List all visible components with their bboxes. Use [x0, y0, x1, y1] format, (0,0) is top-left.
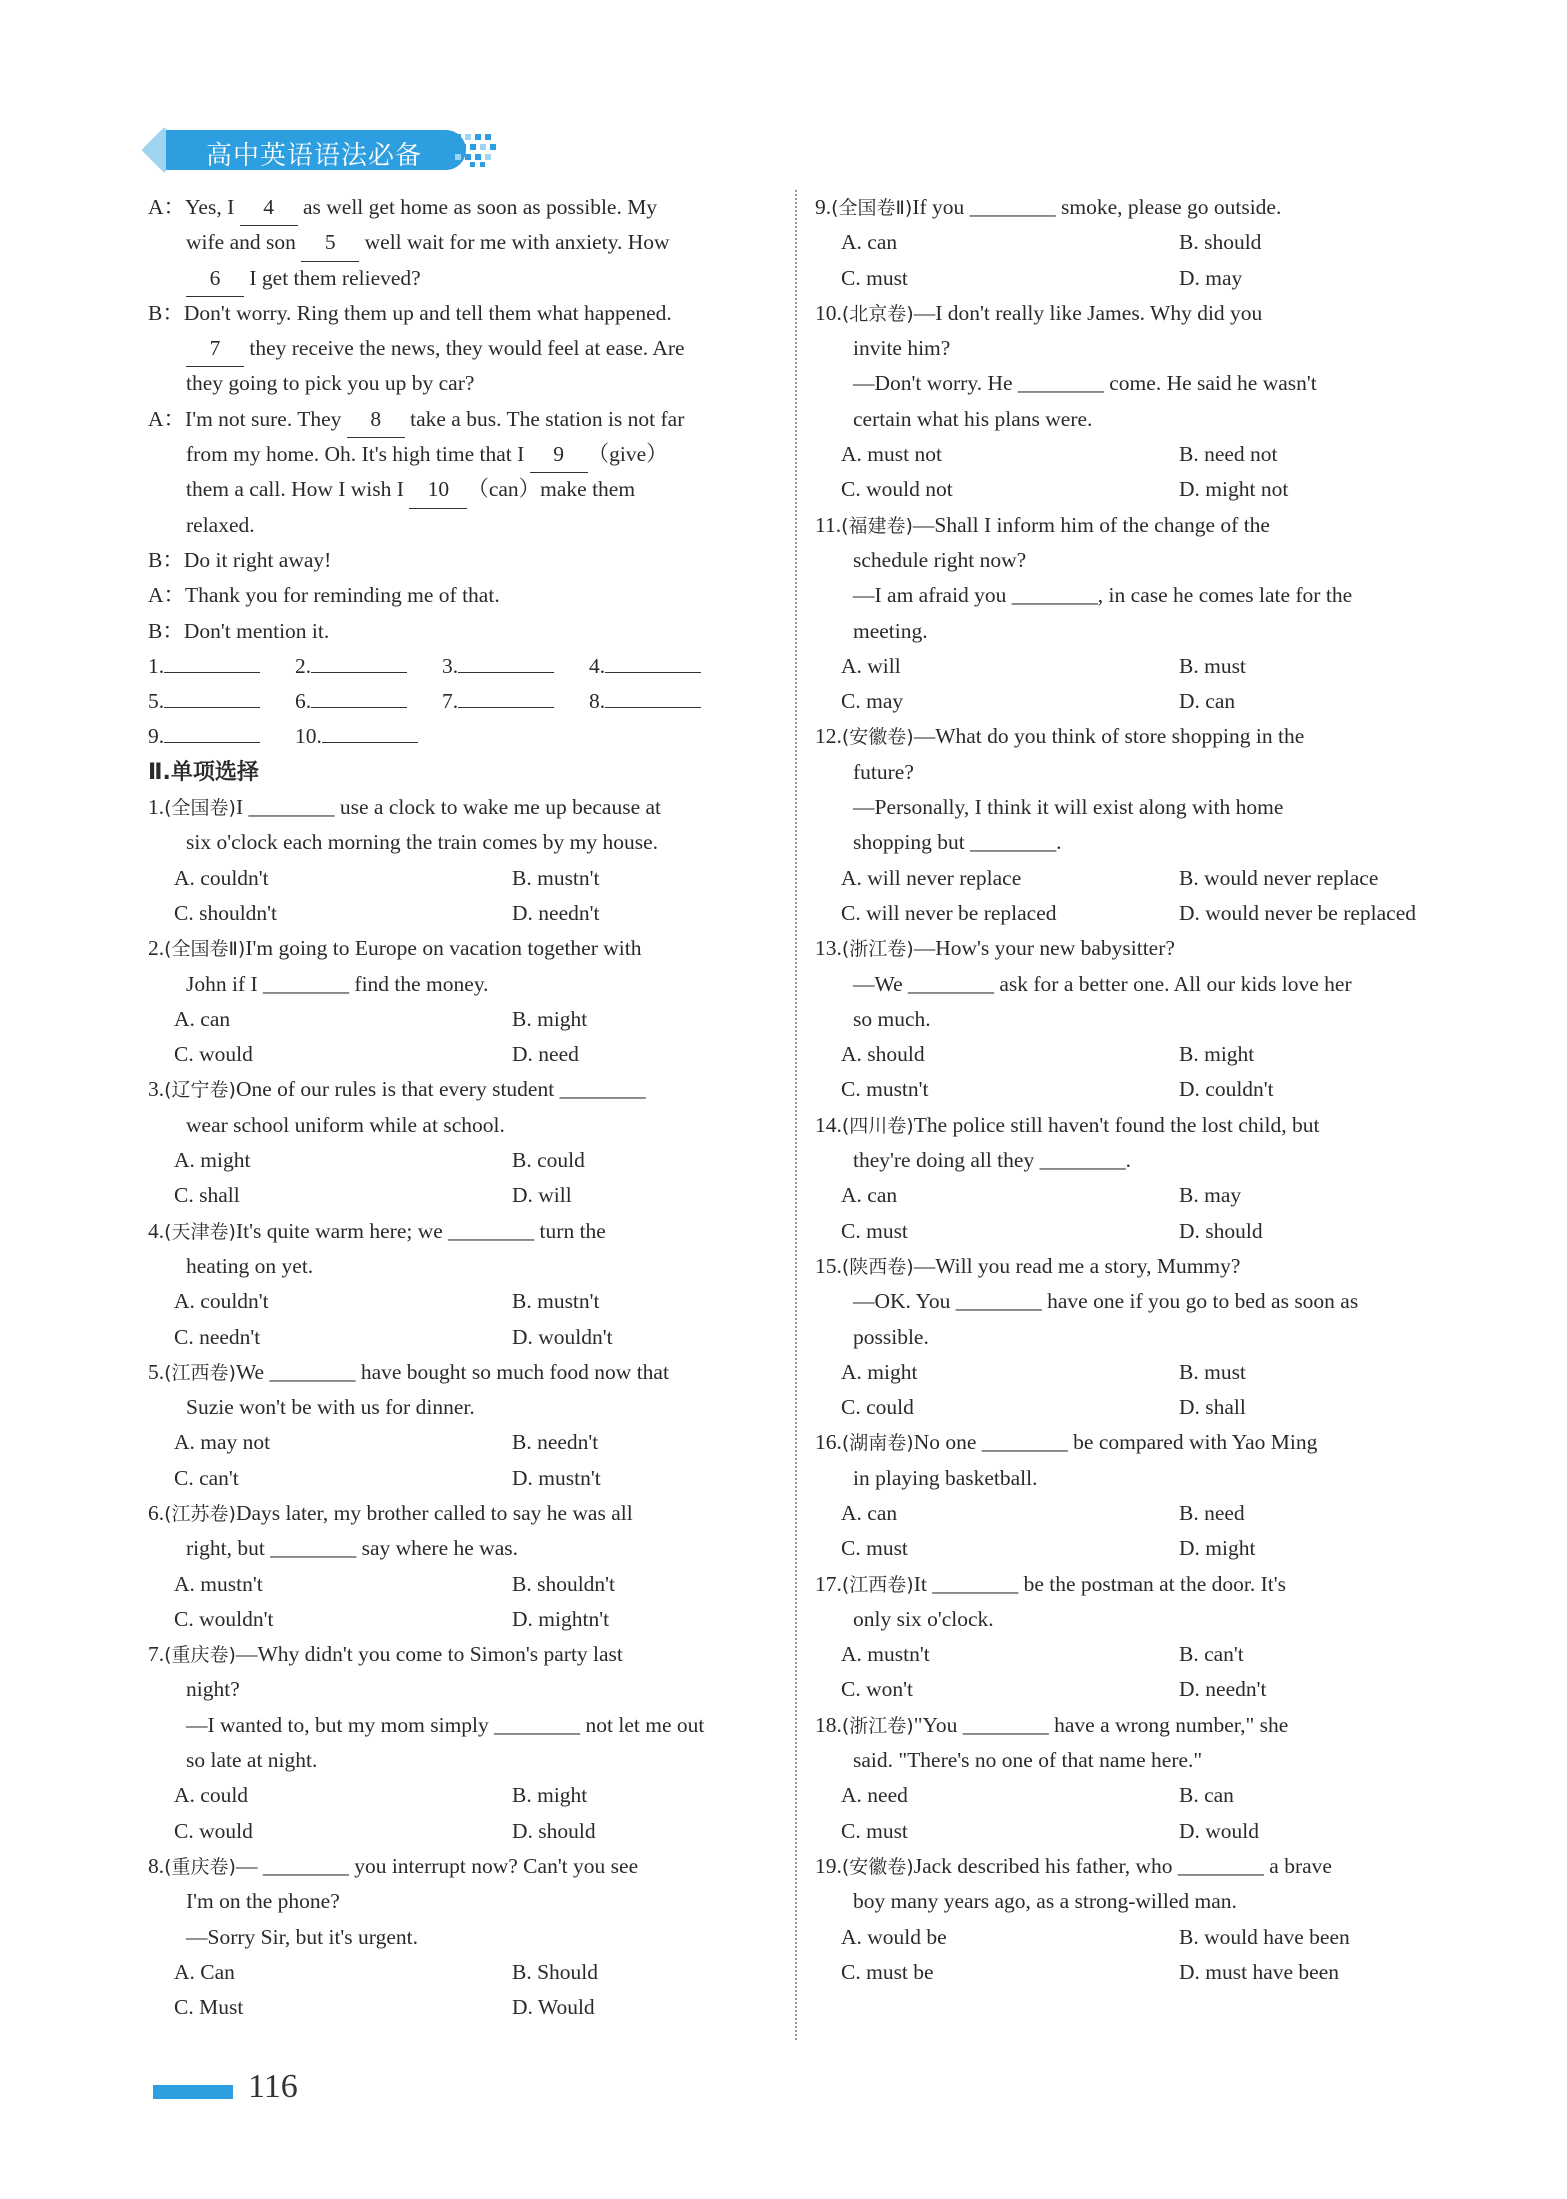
- dialogue-line: them a call. How I wish I 10 （can）make them: [148, 472, 773, 507]
- question-line: they're doing all they ________.: [853, 1148, 1131, 1173]
- option: C. must: [841, 1536, 908, 1561]
- question-stem: 17.(江西卷)It ________ be the postman at the door. It's: [815, 1571, 1287, 1596]
- option: C. must: [841, 1818, 908, 1843]
- options-row: [148, 1037, 773, 1072]
- question-line: schedule right now?: [853, 547, 1027, 572]
- option: A. can: [841, 1500, 898, 1525]
- options-row: [815, 896, 1440, 931]
- dialogue-line: they going to pick you up by car?: [186, 371, 475, 396]
- question-stem: 10.(北京卷)—I don't really like James. Why did you: [815, 300, 1263, 325]
- question-line: —Sorry Sir, but it's urgent.: [186, 1924, 418, 1949]
- question-number: 11.: [815, 512, 842, 537]
- question-source: (全国卷): [164, 797, 236, 820]
- question-number: 2.: [148, 936, 165, 961]
- question-stem: 11.(福建卷)—Shall I inform him of the change of the: [815, 512, 1270, 537]
- option: D. must have been: [1179, 1959, 1340, 1984]
- options-row: [815, 261, 1440, 296]
- speaker-label: B：: [148, 618, 184, 643]
- question-source: (重庆卷): [164, 1855, 236, 1878]
- options-row: [148, 1814, 773, 1849]
- options-row: [815, 1920, 1440, 1955]
- question-line: boy many years ago, as a strong-willed man.: [853, 1889, 1237, 1914]
- question-line: —OK. You ________ have one if you go to bed as soon as: [853, 1289, 1359, 1314]
- option: B. would have been: [1179, 1924, 1350, 1949]
- question-number: 17.: [815, 1571, 842, 1596]
- option: B. can't: [1179, 1642, 1244, 1667]
- answer-row: [148, 719, 773, 754]
- pixel-grid-icon: [453, 130, 503, 170]
- options-row: [148, 1602, 773, 1637]
- option: A. may not: [174, 1430, 271, 1455]
- options-row: [148, 1955, 773, 1990]
- option: B. must: [1179, 653, 1246, 678]
- left-column: [148, 190, 773, 2025]
- option: A. couldn't: [174, 1289, 269, 1314]
- option: A. should: [841, 1042, 925, 1067]
- question-source: (江苏卷): [164, 1502, 236, 1525]
- option: D. needn't: [1179, 1677, 1267, 1702]
- question-line: —I am afraid you ________, in case he comes late for the: [853, 583, 1353, 608]
- option: D. should: [512, 1818, 596, 1843]
- options-row: [148, 1425, 773, 1460]
- question-line: six o'clock each morning the train comes by my house.: [186, 830, 658, 855]
- question-number: 18.: [815, 1712, 842, 1737]
- option: B. Should: [512, 1959, 599, 1984]
- question-number: 13.: [815, 936, 842, 961]
- question-source: (全国卷Ⅱ): [831, 197, 913, 219]
- dialogue-line: A：I'm not sure. They 8 take a bus. The station is not far: [148, 402, 773, 437]
- question-source: (湖南卷): [841, 1432, 914, 1455]
- option: D. might: [1179, 1536, 1256, 1561]
- question-line: —I wanted to, but my mom simply ________ not let me out: [186, 1712, 705, 1737]
- option: A. will: [841, 653, 901, 678]
- option: A. mustn't: [174, 1571, 263, 1596]
- option: C. could: [841, 1395, 914, 1420]
- question-line: meeting.: [853, 618, 928, 643]
- option: B. might: [512, 1006, 588, 1031]
- question-stem: 16.(湖南卷)No one ________ be compared with Yao Ming: [815, 1430, 1318, 1455]
- option: D. couldn't: [1179, 1077, 1274, 1102]
- options-row: [148, 1461, 773, 1496]
- answer-row: [148, 649, 773, 684]
- options-row: [815, 1637, 1440, 1672]
- option: C. shall: [174, 1183, 240, 1208]
- options-row: [815, 225, 1440, 260]
- option: B. could: [512, 1148, 585, 1173]
- option: D. needn't: [512, 900, 600, 925]
- book-title: 高中英语语法必备: [206, 141, 423, 171]
- question-line: only six o'clock.: [853, 1606, 994, 1631]
- options-row: [148, 1284, 773, 1319]
- options-row: [815, 1778, 1440, 1813]
- option: B. should: [1179, 230, 1262, 255]
- option: D. wouldn't: [512, 1324, 613, 1349]
- option: B. would never replace: [1179, 865, 1379, 890]
- option: D. will: [512, 1183, 572, 1208]
- option: B. mustn't: [512, 865, 600, 890]
- option: B. might: [512, 1783, 588, 1808]
- answer-blank: [458, 707, 554, 708]
- option: C. won't: [841, 1677, 913, 1702]
- dialogue-line: B：Don't mention it.: [148, 618, 330, 643]
- option: A. can: [841, 1183, 898, 1208]
- question-line: I'm on the phone?: [186, 1889, 340, 1914]
- question-line: John if I ________ find the money.: [186, 971, 489, 996]
- answer-blank: [605, 707, 701, 708]
- question-number: 14.: [815, 1112, 842, 1137]
- options-row: [815, 1355, 1440, 1390]
- options-row: [815, 1037, 1440, 1072]
- option: B. must: [1179, 1359, 1246, 1384]
- option: A. can: [174, 1006, 231, 1031]
- question-stem: 3.(辽宁卷)One of our rules is that every student ________: [148, 1077, 646, 1102]
- answer-blank: [164, 707, 260, 708]
- speaker-label: A：: [148, 406, 186, 431]
- option: C. must: [841, 265, 908, 290]
- options-row: [815, 1214, 1440, 1249]
- option: D. can: [1179, 689, 1236, 714]
- option: B. shouldn't: [512, 1571, 616, 1596]
- options-row: [148, 1990, 773, 2025]
- options-row: [815, 1531, 1440, 1566]
- answer-blank: [311, 707, 407, 708]
- question-source: (浙江卷): [841, 938, 914, 961]
- option: D. need: [512, 1042, 579, 1067]
- option: D. would never be replaced: [1179, 900, 1416, 925]
- dialogue-line: relaxed.: [186, 512, 255, 537]
- question-stem: 7.(重庆卷)—Why didn't you come to Simon's party last: [148, 1642, 623, 1667]
- question-line: certain what his plans were.: [853, 406, 1093, 431]
- answer-slot: [442, 684, 589, 719]
- answer-row: [148, 684, 773, 719]
- option: B. might: [1179, 1042, 1255, 1067]
- question-number: 16.: [815, 1430, 842, 1455]
- answer-label: 10.: [295, 724, 322, 749]
- option: C. would: [174, 1818, 253, 1843]
- question-line: possible.: [853, 1324, 929, 1349]
- question-stem: 8.(重庆卷)— ________ you interrupt now? Can't you see: [148, 1853, 639, 1878]
- options-row: [815, 1496, 1440, 1531]
- option: D. mustn't: [512, 1465, 601, 1490]
- question-line: in playing basketball.: [853, 1465, 1038, 1490]
- question-line: —We ________ ask for a better one. All our kids love her: [853, 971, 1352, 996]
- answer-label: 4.: [589, 653, 606, 678]
- question-source: (辽宁卷): [164, 1079, 236, 1102]
- page-number: 116: [248, 2068, 298, 2105]
- answer-slot: [589, 649, 736, 684]
- question-line: so late at night.: [186, 1748, 318, 1773]
- question-number: 7.: [148, 1642, 165, 1667]
- option: A. Can: [174, 1959, 235, 1984]
- question-number: 15.: [815, 1253, 842, 1278]
- question-number: 10.: [815, 300, 842, 325]
- question-source: (重庆卷): [164, 1644, 236, 1667]
- answer-slot: [295, 719, 442, 754]
- answer-blank: [458, 672, 554, 673]
- options-row: [815, 684, 1440, 719]
- question-stem: 5.(江西卷)We ________ have bought so much food now that: [148, 1359, 669, 1384]
- options-row: [815, 1072, 1440, 1107]
- option: D. should: [1179, 1218, 1263, 1243]
- question-stem: 4.(天津卷)It's quite warm here; we ________ turn the: [148, 1218, 606, 1243]
- answer-label: 1.: [148, 653, 165, 678]
- question-stem: 6.(江苏卷)Days later, my brother called to say he was all: [148, 1500, 633, 1525]
- option: D. might not: [1179, 477, 1289, 502]
- options-row: [148, 1002, 773, 1037]
- answer-slot: [295, 649, 442, 684]
- answer-blank: 5: [301, 225, 359, 261]
- options-row: [148, 896, 773, 931]
- option: C. would not: [841, 477, 953, 502]
- answer-slot: [295, 684, 442, 719]
- answer-blank: [605, 672, 701, 673]
- question-source: (天津卷): [164, 1220, 236, 1243]
- option: A. could: [174, 1783, 249, 1808]
- answer-label: 6.: [295, 689, 312, 714]
- question-line: wear school uniform while at school.: [186, 1112, 505, 1137]
- question-stem: 2.(全国卷Ⅱ)I'm going to Europe on vacation together with: [148, 936, 642, 961]
- question-source: (安徽卷): [841, 726, 914, 749]
- question-source: (福建卷): [841, 514, 913, 537]
- question-line: heating on yet.: [186, 1253, 314, 1278]
- question-line: said. "There's no one of that name here.": [853, 1748, 1203, 1773]
- dialogue-line: wife and son 5 well wait for me with anxiety. How: [148, 225, 773, 260]
- dialogue-line: 6 I get them relieved?: [148, 261, 773, 296]
- dialogue-line: A：Thank you for reminding me of that.: [148, 583, 500, 608]
- question-stem: 1.(全国卷)I ________ use a clock to wake me up because at: [148, 795, 662, 820]
- options-row: [815, 1390, 1440, 1425]
- option: D. would: [1179, 1818, 1260, 1843]
- answer-label: 2.: [295, 653, 312, 678]
- options-row: [815, 437, 1440, 472]
- options-row: [815, 1814, 1440, 1849]
- answer-blank: 4: [240, 190, 298, 226]
- option: A. can: [841, 230, 898, 255]
- answer-blank: 6: [186, 261, 244, 297]
- option: C. needn't: [174, 1324, 261, 1349]
- column-divider: [795, 190, 797, 2040]
- options-row: [148, 861, 773, 896]
- options-row: [815, 649, 1440, 684]
- question-number: 4.: [148, 1218, 165, 1243]
- option: C. can't: [174, 1465, 239, 1490]
- question-line: —Personally, I think it will exist along with home: [853, 795, 1284, 820]
- option: B. need not: [1179, 442, 1278, 467]
- option: D. mightn't: [512, 1606, 610, 1631]
- option: B. can: [1179, 1783, 1234, 1808]
- answer-blank: [164, 742, 260, 743]
- section-title: Ⅱ.单项选择: [148, 759, 259, 785]
- answer-slot: [148, 719, 295, 754]
- question-source: (四川卷): [841, 1114, 914, 1137]
- question-line: so much.: [853, 1006, 931, 1031]
- options-row: [815, 1672, 1440, 1707]
- option: B. mustn't: [512, 1289, 600, 1314]
- question-stem: 13.(浙江卷)—How's your new babysitter?: [815, 936, 1175, 961]
- question-stem: 19.(安徽卷)Jack described his father, who ________ a brave: [815, 1853, 1332, 1878]
- question-number: 19.: [815, 1853, 842, 1878]
- question-line: —Don't worry. He ________ come. He said he wasn't: [853, 371, 1317, 396]
- option: C. will never be replaced: [841, 900, 1057, 925]
- question-line: shopping but ________.: [853, 830, 1062, 855]
- speaker-label: A：: [148, 583, 186, 608]
- option: A. must not: [841, 442, 942, 467]
- question-source: (安徽卷): [841, 1855, 914, 1878]
- question-line: future?: [853, 759, 914, 784]
- option: A. might: [174, 1148, 251, 1173]
- speaker-label: A：: [148, 195, 186, 219]
- options-row: [148, 1178, 773, 1213]
- option: C. may: [841, 689, 904, 714]
- question-number: 3.: [148, 1077, 165, 1102]
- option: A. mustn't: [841, 1642, 930, 1667]
- answer-label: 7.: [442, 689, 459, 714]
- option: C. must: [841, 1218, 908, 1243]
- question-number: 12.: [815, 724, 842, 749]
- page-header: [148, 126, 498, 174]
- question-number: 8.: [148, 1853, 165, 1878]
- right-column: [815, 190, 1440, 1990]
- question-number: 9.: [815, 195, 832, 219]
- answer-slot: [442, 649, 589, 684]
- answer-blank: 9: [530, 437, 588, 473]
- answer-slot: [148, 649, 295, 684]
- option: A. couldn't: [174, 865, 269, 890]
- question-source: (江西卷): [164, 1361, 236, 1384]
- footer-bar: [153, 2085, 233, 2099]
- option: C. mustn't: [841, 1077, 929, 1102]
- answer-label: 8.: [589, 689, 606, 714]
- option: A. need: [841, 1783, 908, 1808]
- question-number: 5.: [148, 1359, 165, 1384]
- options-row: [148, 1778, 773, 1813]
- answer-label: 5.: [148, 689, 165, 714]
- option: B. may: [1179, 1183, 1242, 1208]
- option: D. Would: [512, 1995, 595, 2020]
- question-stem: 12.(安徽卷)—What do you think of store shopping in the: [815, 724, 1305, 749]
- option: B. need: [1179, 1500, 1245, 1525]
- option: B. needn't: [512, 1430, 599, 1455]
- question-number: 1.: [148, 795, 165, 820]
- option: C. would: [174, 1042, 253, 1067]
- options-row: [815, 1955, 1440, 1990]
- question-source: (浙江卷): [841, 1714, 914, 1737]
- question-stem: 15.(陕西卷)—Will you read me a story, Mummy?: [815, 1253, 1241, 1278]
- question-stem: 9.(全国卷Ⅱ)If you ________ smoke, please go outside.: [815, 195, 1282, 219]
- question-line: night?: [186, 1677, 240, 1702]
- option: A. will never replace: [841, 865, 1022, 890]
- answer-blank: 7: [186, 331, 244, 367]
- question-source: (陕西卷): [841, 1255, 914, 1278]
- answer-label: 3.: [442, 653, 459, 678]
- speaker-label: B：: [148, 547, 184, 572]
- answer-blank: 10: [409, 472, 467, 508]
- question-line: invite him?: [853, 336, 951, 361]
- option: C. Must: [174, 1995, 244, 2020]
- question-source: (北京卷): [841, 302, 914, 325]
- question-number: 6.: [148, 1500, 165, 1525]
- options-row: [148, 1567, 773, 1602]
- question-line: right, but ________ say where he was.: [186, 1536, 518, 1561]
- dialogue-line: 7 they receive the news, they would feel at ease. Are: [148, 331, 773, 366]
- option: A. might: [841, 1359, 918, 1384]
- dialogue-line: A：Yes, I 4 as well get home as soon as possible. My: [148, 190, 773, 225]
- options-row: [815, 472, 1440, 507]
- question-line: Suzie won't be with us for dinner.: [186, 1395, 475, 1420]
- answer-label: 9.: [148, 724, 165, 749]
- question-source: (江西卷): [841, 1573, 914, 1596]
- options-row: [148, 1143, 773, 1178]
- option: A. would be: [841, 1924, 947, 1949]
- answer-slot: [589, 684, 736, 719]
- dialogue-line: B：Don't worry. Ring them up and tell them what happened.: [148, 300, 672, 325]
- dialogue-line: B：Do it right away!: [148, 547, 332, 572]
- option: C. wouldn't: [174, 1606, 274, 1631]
- answer-slot: [148, 684, 295, 719]
- question-stem: 18.(浙江卷)"You ________ have a wrong number," she: [815, 1712, 1289, 1737]
- answer-blank: [311, 672, 407, 673]
- options-row: [815, 1178, 1440, 1213]
- option: D. shall: [1179, 1395, 1246, 1420]
- speaker-label: B：: [148, 300, 184, 325]
- question-stem: 14.(四川卷)The police still haven't found the lost child, but: [815, 1112, 1320, 1137]
- option: C. shouldn't: [174, 900, 278, 925]
- options-row: [148, 1320, 773, 1355]
- options-row: [815, 861, 1440, 896]
- dialogue-line: from my home. Oh. It's high time that I 9 （give）: [148, 437, 773, 472]
- answer-blank: [322, 742, 418, 743]
- question-source: (全国卷Ⅱ): [164, 938, 246, 961]
- answer-blank: 8: [347, 402, 405, 438]
- option: C. must be: [841, 1959, 934, 1984]
- option: D. may: [1179, 265, 1243, 290]
- answer-blank: [164, 672, 260, 673]
